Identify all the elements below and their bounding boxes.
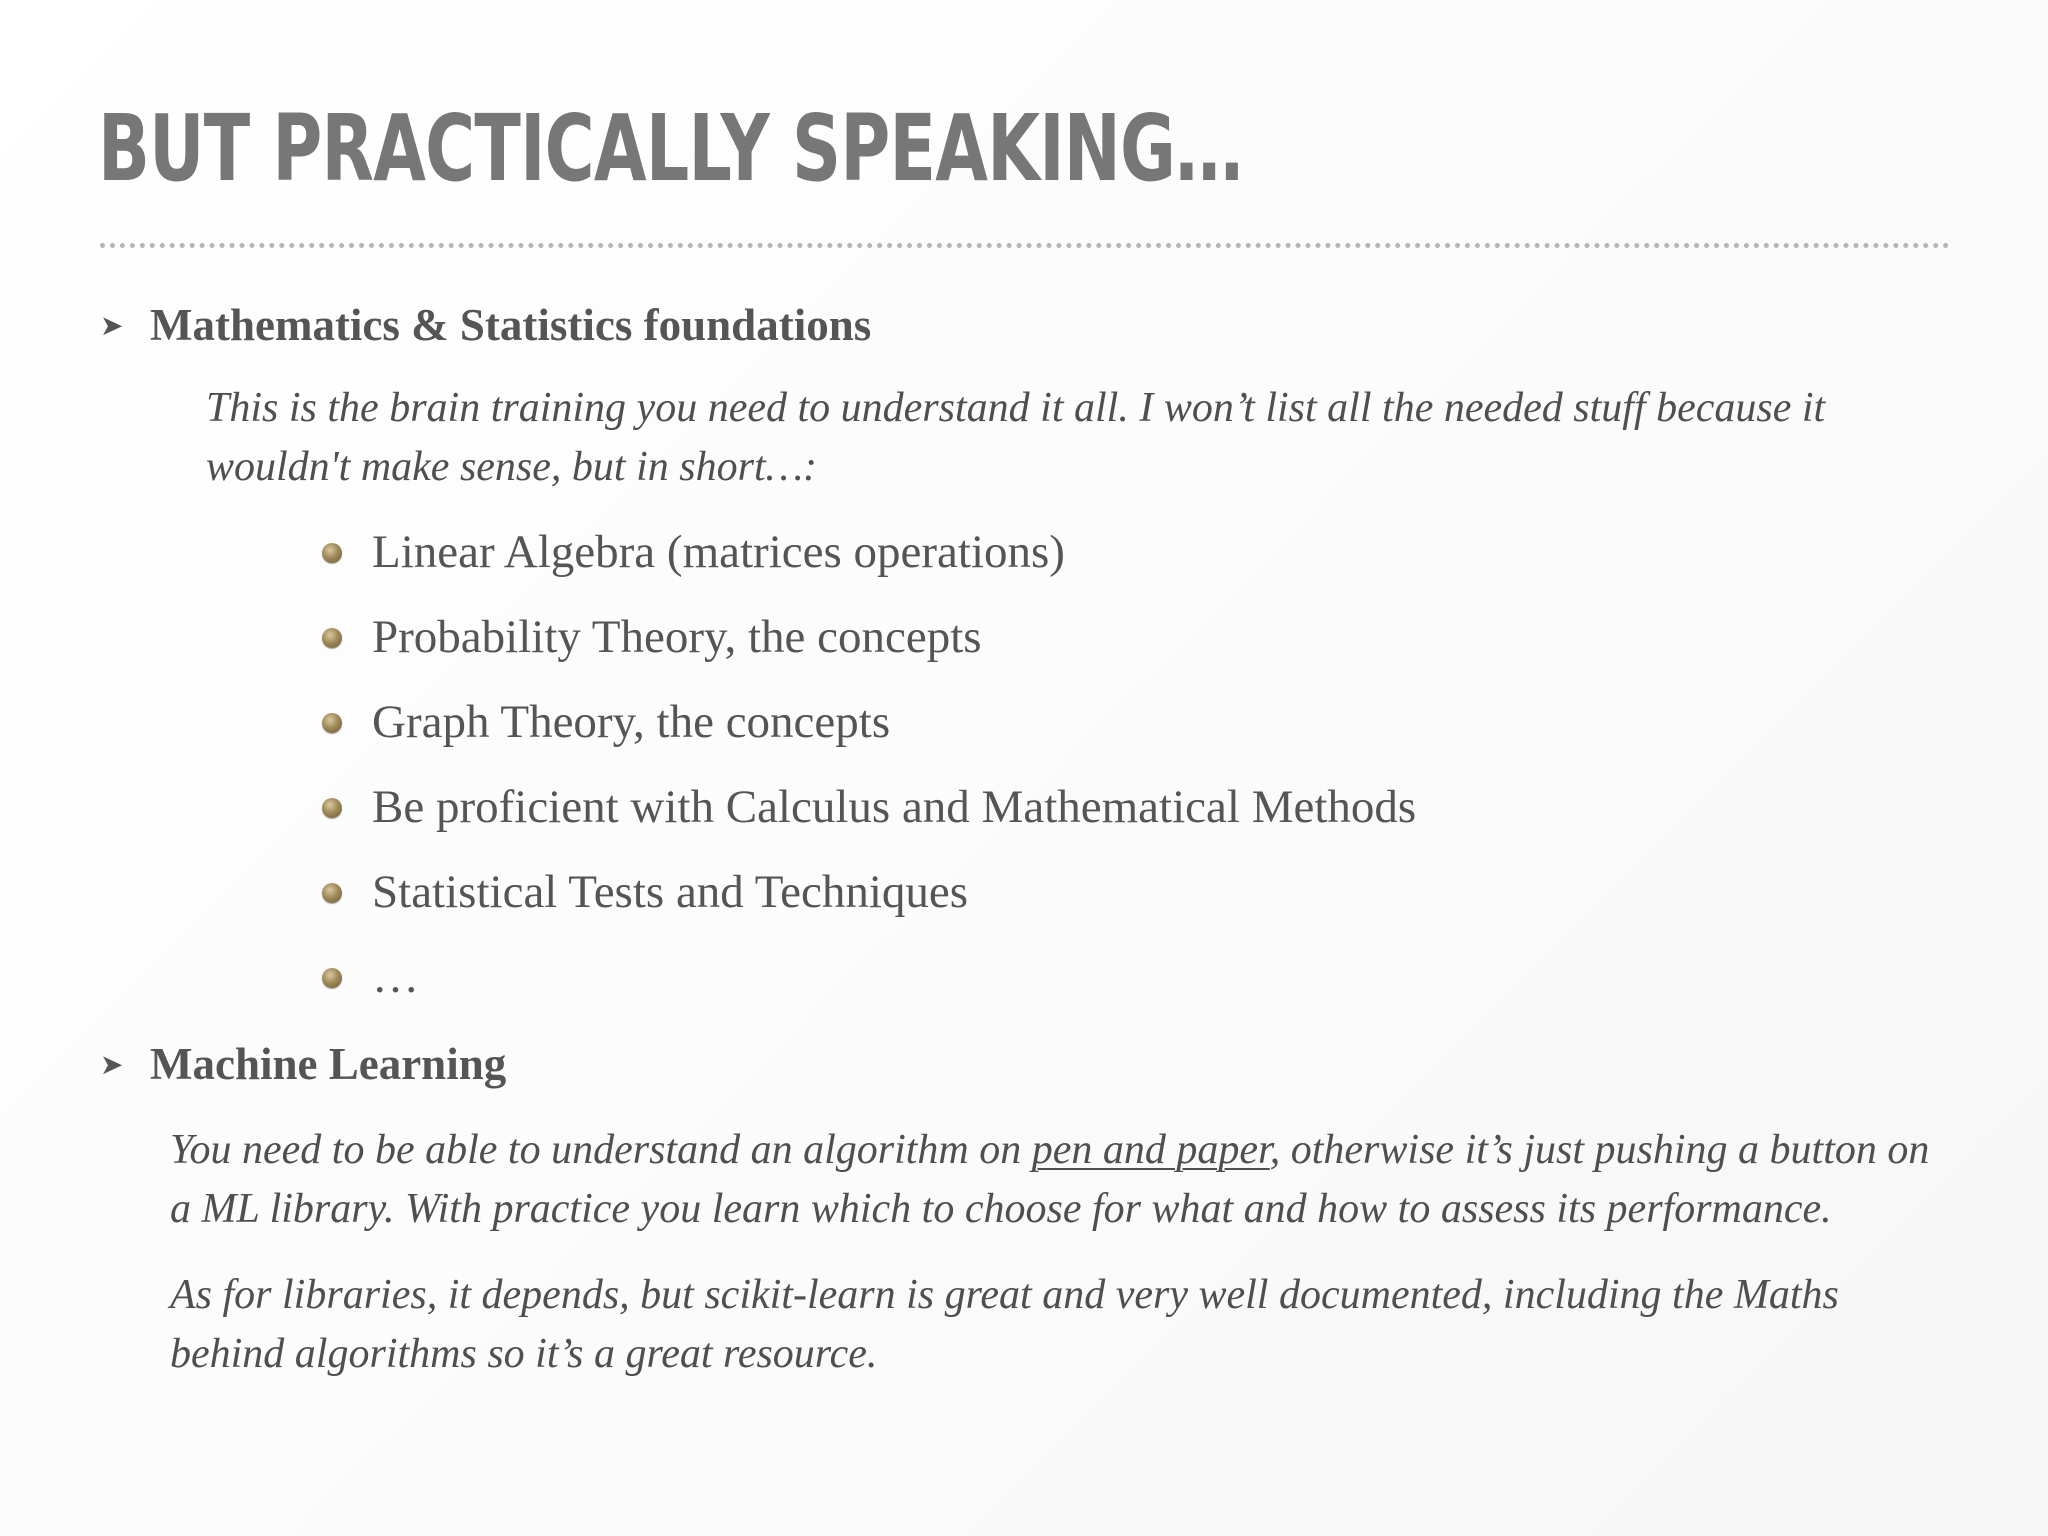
ml-paragraph-1-start: You need to be able to understand an algorithm on <box>170 1127 1032 1173</box>
slide-title: BUT PRACTICALLY SPEAKING… <box>98 95 1243 202</box>
arrowhead-icon: ➤ <box>100 308 124 342</box>
bronze-dot-icon <box>322 543 342 563</box>
list-item-label: … <box>372 951 419 1003</box>
bronze-dot-icon <box>322 798 342 818</box>
list-item <box>322 696 891 748</box>
section-intro-paragraph: This is the brain training you need to understand it all. I won’t list all the needed stuff because it wouldn't make sense, but in short…: <box>206 385 1826 490</box>
section-heading: Machine Learning <box>150 1039 507 1089</box>
bronze-dot-icon <box>322 628 342 648</box>
list-item-label: Graph Theory, the concepts <box>372 696 891 748</box>
ml-paragraph-2: As for libraries, it depends, but scikit-learn is great and very well documented, including the Maths behind algorithms so it’s a great resource. <box>170 1272 1839 1377</box>
list-item <box>322 526 1065 578</box>
bronze-dot-icon <box>322 713 342 733</box>
list-item-label: Probability Theory, the concepts <box>372 611 982 663</box>
ml-paragraph-1 <box>170 1121 1950 1239</box>
title-divider <box>100 243 1950 248</box>
list-item-label: Statistical Tests and Techniques <box>372 866 969 918</box>
list-item-label: Be proficient with Calculus and Mathematical Methods <box>372 781 1417 833</box>
arrowhead-icon: ➤ <box>100 1047 124 1081</box>
bronze-dot-icon <box>322 968 342 988</box>
list-item <box>322 781 1417 833</box>
ml-paragraph-1-end: , otherwise it’s just pushing a button on a ML library. With practice you learn which to choose for what and how to assess its performance. <box>170 1127 1930 1232</box>
list-item <box>322 866 969 918</box>
bronze-dot-icon <box>322 883 342 903</box>
pen-and-paper-underlined: pen and paper <box>1031 1127 1270 1173</box>
section-heading: Mathematics & Statistics foundations <box>150 300 872 350</box>
list-item <box>322 611 982 663</box>
section-heading-row-math <box>100 300 872 350</box>
list-item <box>322 951 419 1003</box>
section-heading-row-ml <box>100 1039 507 1089</box>
list-item-label: Linear Algebra (matrices operations) <box>372 526 1065 578</box>
